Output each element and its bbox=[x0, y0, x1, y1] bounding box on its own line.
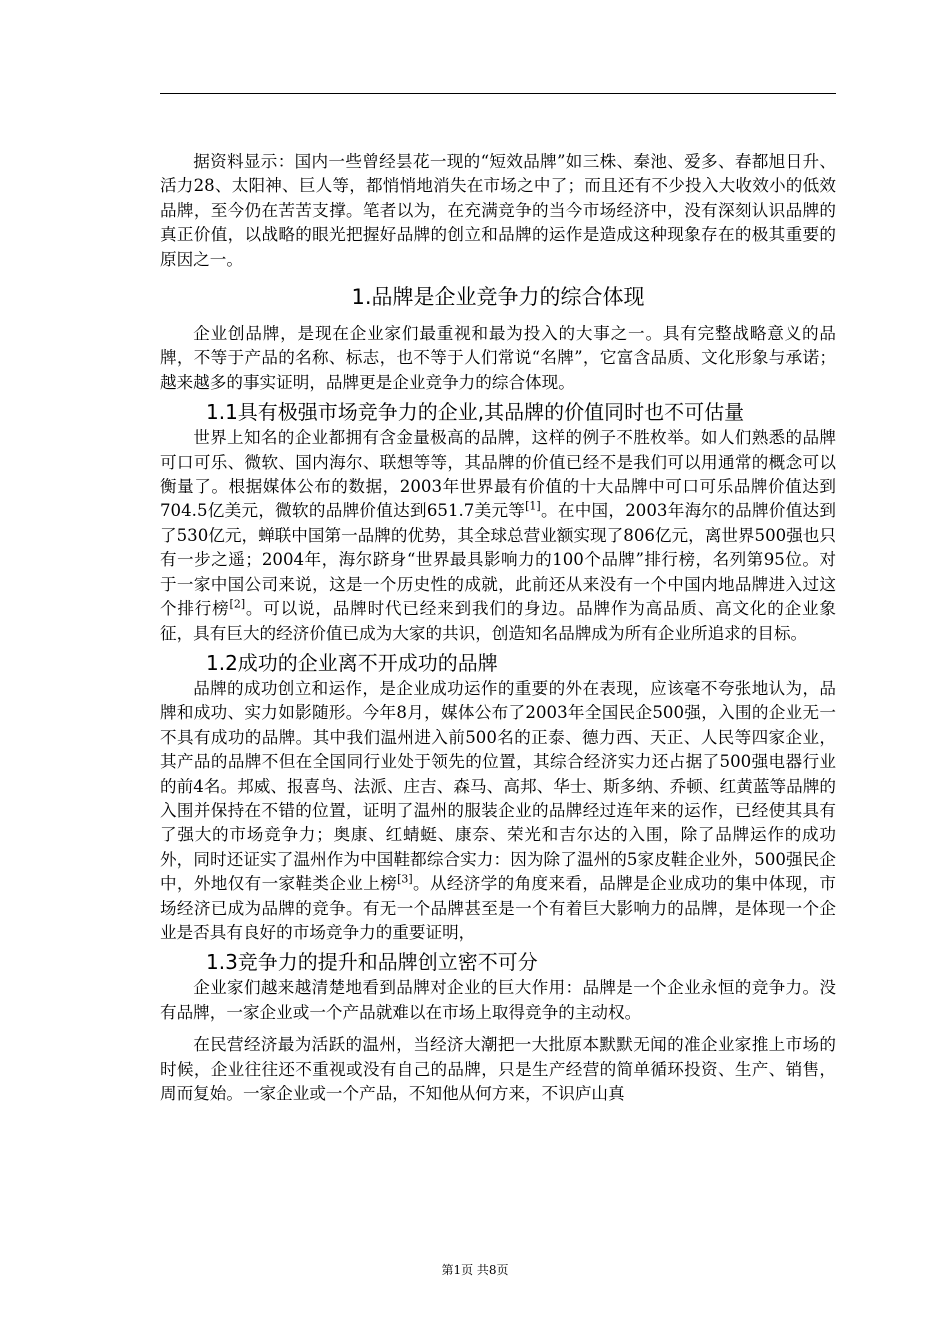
section-1-2-text-a: 品牌的成功创立和运作，是企业成功运作的重要的外在表现，应该毫不夸张地认为，品牌和成功、实力如影随形。今年8月，媒体公布了2003年全国民企500强，入围的企业无一不具有成功的品牌。其中我们温州进入前500名的正泰、德力西、天正、人民等四家企业，其产品的品牌不但在全国同行业处于领先的位置，其综合经济实力还占据了500强电器行业的前4名。邦威、报喜鸟、法派、庄吉、森马、高邦、华士、斯多纳、乔顿、红黄蓝等品牌的入围并保持在不错的位置，证明了温州的服装企业的品牌经过连年来的运作，已经使其具有了强大的市场竞争力；奥康、红蜻蜓、康奈、荣光和吉尔达的入围，除了品牌运作的成功外，同时还证实了温州作为中国鞋都综合实力：因为除了温州的5家皮鞋企业外，500强民企中，外地仅有一家鞋类企业上榜 bbox=[160, 678, 836, 894]
citation-3: [3] bbox=[397, 872, 413, 886]
citation-2: [2] bbox=[229, 597, 246, 611]
paragraph-gap bbox=[160, 1025, 836, 1033]
header-rule bbox=[160, 93, 836, 94]
section-1-1-paragraph bbox=[160, 426, 836, 646]
document-body bbox=[160, 150, 836, 1106]
section-1-3-heading: 1.3竞争力的提升和品牌创立密不可分 bbox=[206, 950, 538, 975]
intro-paragraph: 据资料显示：国内一些曾经昙花一现的“短效品牌”如三株、秦池、爱多、春都旭日升、活力28、太阳神、巨人等，都悄悄地消失在市场之中了；而且还有不少投入大收效小的低效品牌，至今仍在苦苦支撑。笔者以为，在充满竞争的当今市场经济中，没有深刻认识品牌的真正价值，以战略的眼光把握好品牌的创立和品牌的运作是造成这种现象存在的极其重要的原因之一。 bbox=[160, 152, 836, 269]
section-1-3-paragraph-1: 企业家们越来越清楚地看到品牌对企业的巨大作用：品牌是一个企业永恒的竞争力。没有品牌，一家企业或一个产品就难以在市场上取得竞争的主动权。 bbox=[160, 978, 836, 1022]
section-1-1-text-a: 世界上知名的企业都拥有含金量极高的品牌，这样的例子不胜枚举。如人们熟悉的品牌可口可乐、微软、国内海尔、联想等等，其品牌的价值已经不是我们可以用通常的概念可以衡量了。根据媒体公布的数据，2003年世界最有价值的十大品牌中可口可乐品牌价值达到704.5亿美元，微软的品牌价值达到651.7美元等 bbox=[160, 428, 836, 521]
section-1-2-paragraph bbox=[160, 677, 836, 945]
section-1-3-paragraph-2: 在民营经济最为活跃的温州，当经济大潮把一大批原本默默无闻的准企业家推上市场的时候，企业往往还不重视或没有自己的品牌，只是生产经营的简单循环投资、生产、销售，周而复始。一家企业或一个产品，不知他从何方来，不识庐山真 bbox=[160, 1035, 836, 1103]
section-1-1-text-c: 。可以说，品牌时代已经来到我们的身边。品牌作为高品质、高文化的企业象征，具有巨大的经济价值已成为大家的共识，创造知名品牌成为所有企业所追求的目标。 bbox=[160, 599, 837, 643]
section-1-1-heading: 1.1具有极强市场竞争力的企业,其品牌的价值同时也不可估量 bbox=[206, 400, 745, 425]
page-footer: 第1页 共8页 bbox=[441, 1263, 509, 1277]
citation-1: [1] bbox=[525, 499, 541, 513]
section-1-heading: 1.品牌是企业竞争力的综合体现 bbox=[351, 285, 645, 310]
section-1-paragraph: 企业创品牌，是现在企业家们最重视和最为投入的大事之一。具有完整战略意义的品牌，不等于产品的名称、标志，也不等于人们常说“名牌”，它富含品质、文化形象与承诺；越来越多的事实证明，品牌更是企业竞争力的综合体现。 bbox=[160, 324, 836, 392]
section-1-1-text-b: 。在中国，2003年海尔的品牌价值达到了530亿元，蝉联中国第一品牌的优势，其全球总营业额实现了806亿元，离世界500强也只有一步之遥；2004年，海尔跻身“世界最具影响力的100个品牌”排行榜，名列第95位。对于一家中国公司来说，这是一个历史性的成就，此前还从来没有一个中国内地品牌进入过这个排行榜 bbox=[160, 501, 836, 619]
section-1-2-heading: 1.2成功的企业离不开成功的品牌 bbox=[206, 650, 498, 675]
section-1-2-text-b: 。从经济学的角度来看，品牌是企业成功的集中体现，市场经济已成为品牌的竞争。有无一个品牌甚至是一个有着巨大影响力的品牌，是体现一个企业是否具有良好的市场竞争力的重要证明， bbox=[160, 874, 837, 942]
